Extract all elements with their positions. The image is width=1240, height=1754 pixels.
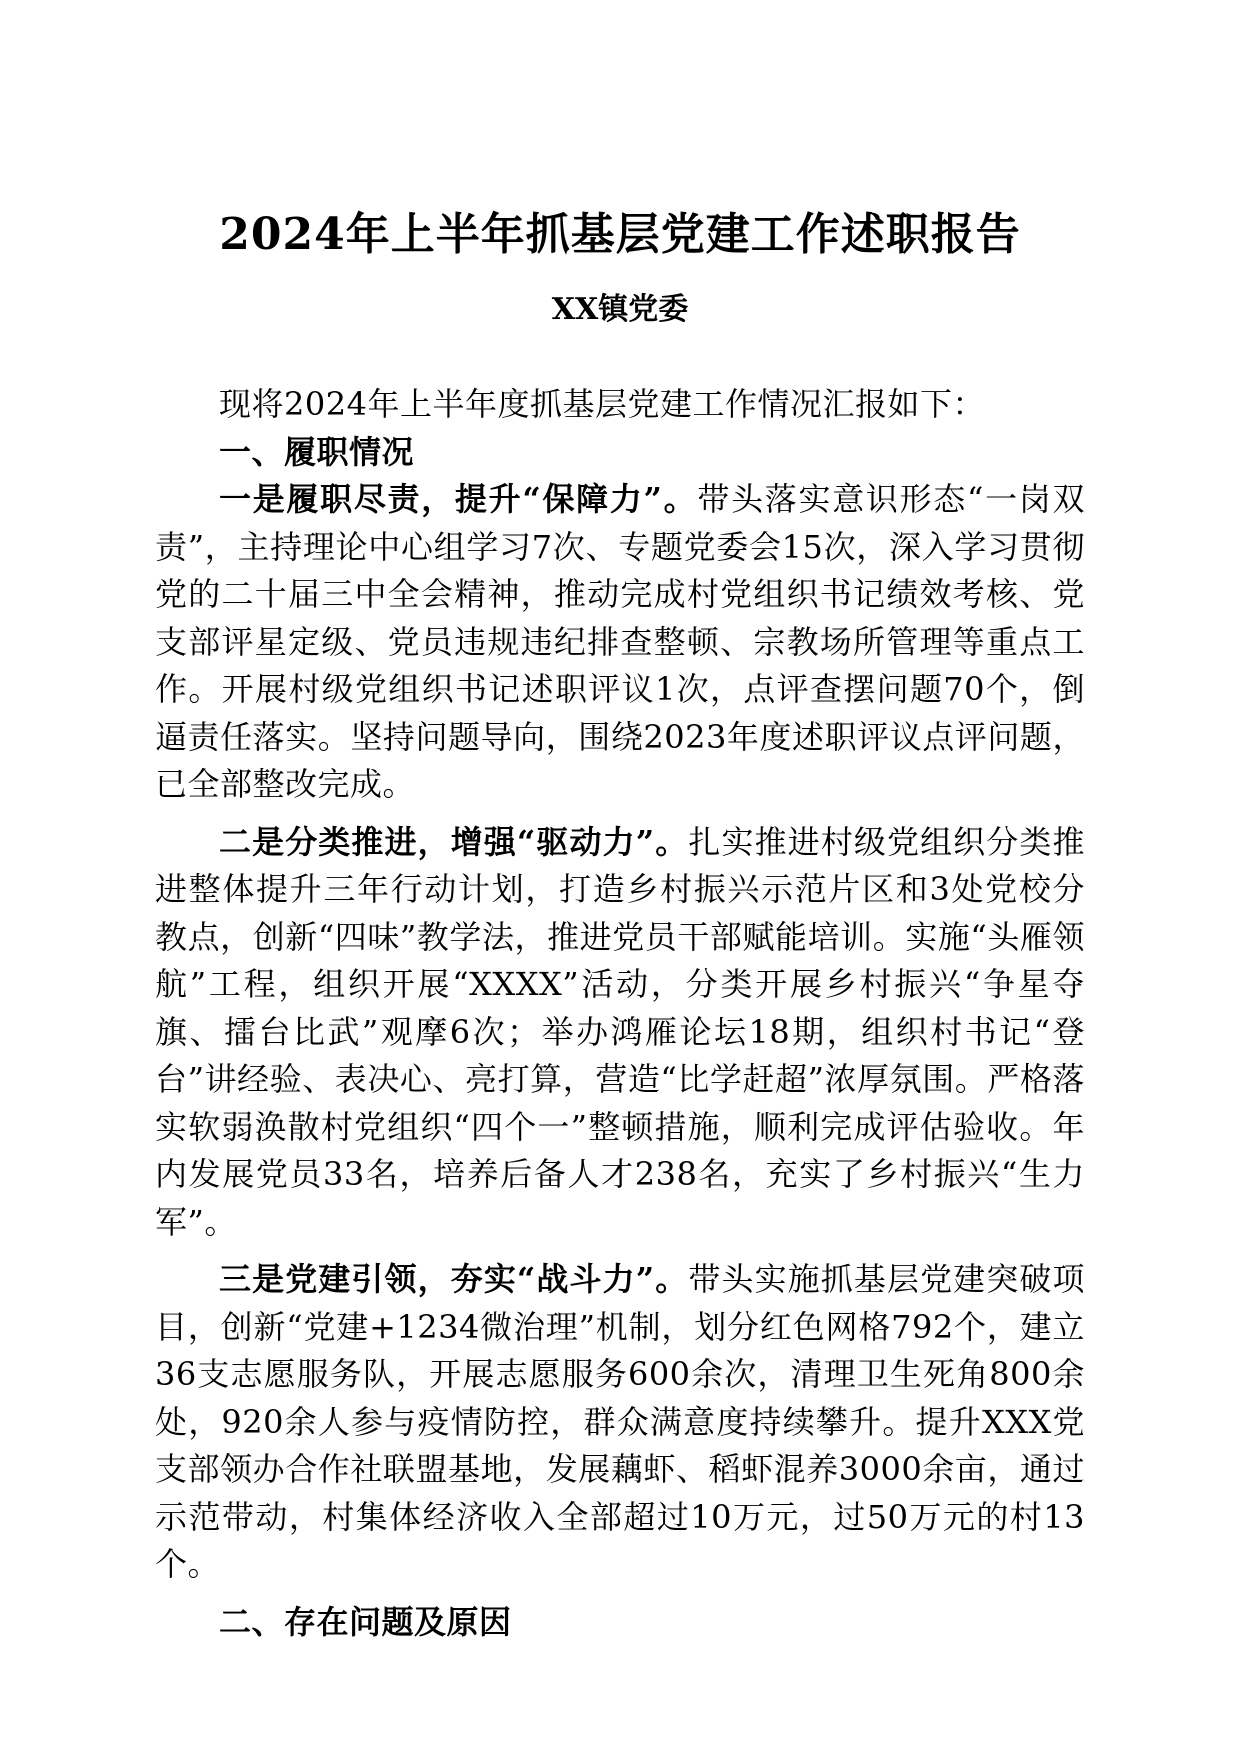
paragraph-lead: 二是分类推进，增强“驱动力”。 [219,822,689,861]
document-body [155,381,1085,1646]
section-heading-2: 二、存在问题及原因 [219,1602,512,1641]
paragraph-text: 带头落实意识形态“一岗双责”，主持理论中心组学习7次、专题党委会15次，深入学习贯彻党的二十届三中全会精神，推动完成村党组织书记绩效考核、党支部评星定级、党员违规违纪排查整顿、宗教场所管理等重点工作。开展村级党组织书记述职评议1次，点评查摆问题70个，倒逼责任落实。坚持问题导向，围绕2023年度述职评议点评问题，已全部整改完成。 [155,480,1085,803]
paragraph-lead: 一是履职尽责，提升“保障力”。 [219,480,698,518]
body-paragraph-2 [155,819,1085,1247]
document-author: XX镇党委 [551,292,689,327]
paragraph-text: 扎实推进村级党组织分类推进整体提升三年行动计划，打造乡村振兴示范片区和3处党校分教点，创新“四味”教学法，推进党员干部赋能培训。实施“头雁领航”工程，组织开展“XXXX”活动，分类开展乡村振兴“争星夺旗、擂台比武”观摩6次；举办鸿雁论坛18期，组织村书记“登台”讲经验、表决心、亮打算，营造“比学赶超”浓厚氛围。严格落实软弱涣散村党组织“四个一”整顿措施，顺利完成评估验收。年内发展党员33名，培养后备人才238名，充实了乡村振兴“生力军”。 [155,822,1085,1241]
section-heading-1: 一、履职情况 [219,432,415,471]
paragraph-lead: 三是党建引领，夯实“战斗力”。 [219,1260,689,1298]
body-paragraph-3 [155,1256,1085,1589]
document-page [155,205,1085,1646]
paragraph-text: 带头实施抓基层党建突破项目，创新“党建+1234微治理”机制，划分红色网格792个，建立36支志愿服务队，开展志愿服务600余次，清理卫生死角800余处，920余人参与疫情防控，群众满意度持续攀升。提升XXX党支部领办合作社联盟基地，发展藕虾、稻虾混养3000余亩，通过示范带动，村集体经济收入全部超过10万元，过50万元的村13个。 [155,1260,1085,1583]
intro-paragraph: 现将2024年上半年度抓基层党建工作情况汇报如下： [219,385,985,423]
body-paragraph-1 [155,476,1085,809]
document-title: 2024年上半年抓基层党建工作述职报告 [219,209,1021,260]
